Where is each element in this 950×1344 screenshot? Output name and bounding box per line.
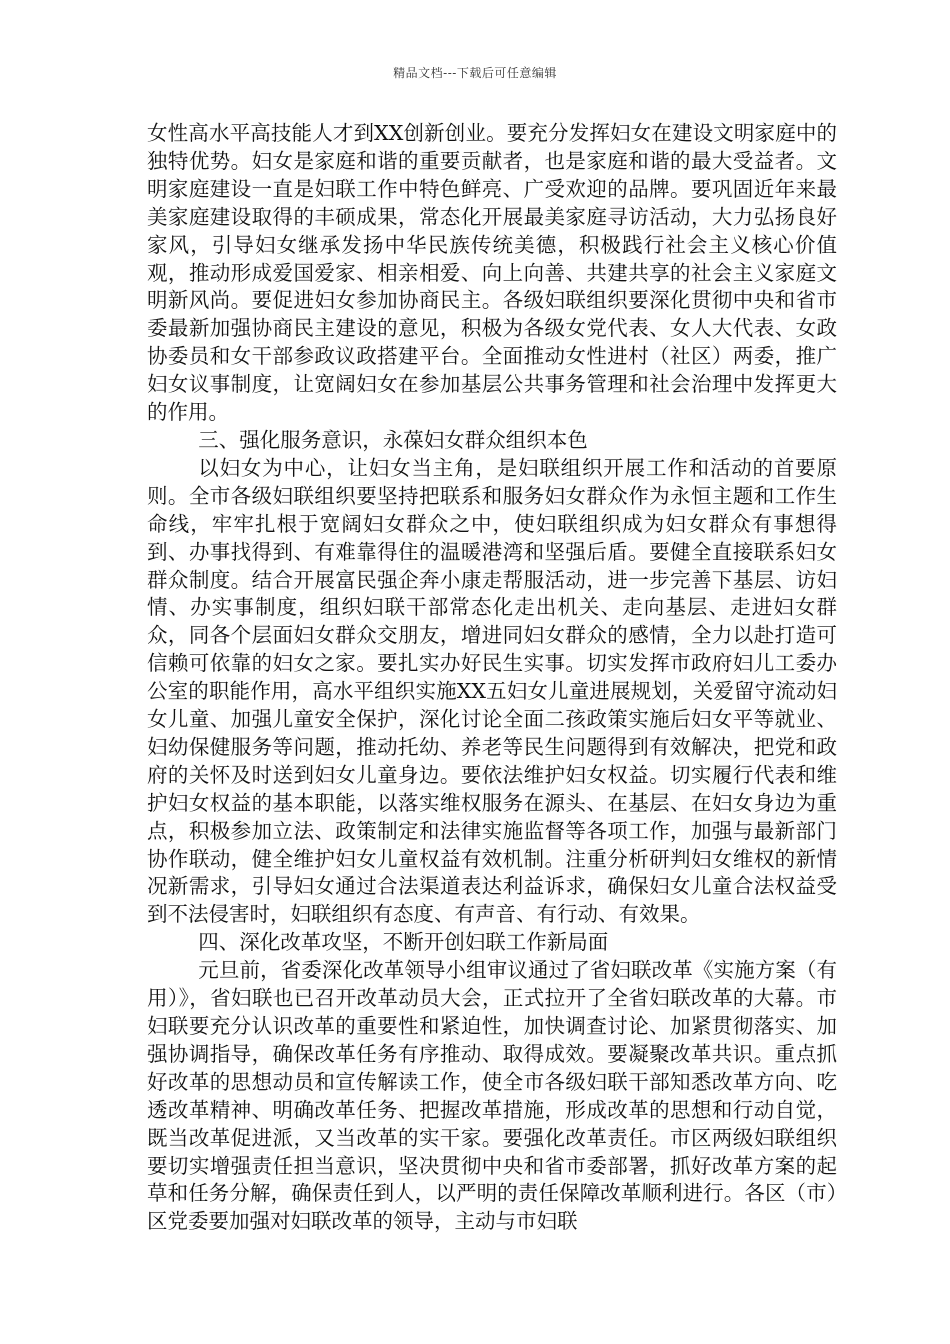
section-heading-4: 四、深化改革攻坚，不断开创妇联工作新局面	[198, 930, 609, 955]
section-heading-3: 三、强化服务意识，永葆妇女群众组织本色	[198, 427, 588, 452]
document-body	[147, 120, 837, 1236]
paragraph-family-and-consultation: 女性高水平高技能人才到XX创新创业。要充分发挥妇女在建设文明家庭中的独特优势。妇女是家庭和谐的重要贡献者，也是家庭和谐的最大受益者。文明家庭建设一直是妇联工作中特色鲜亮、广受欢迎的品牌。要巩固近年来最美家庭建设取得的丰硕成果，常态化开展最美家庭寻访活动，大力弘扬良好家风，引导妇女继承发扬中华民族传统美德，积极践行社会主义核心价值观，推动形成爱国爱家、相亲相爱、向上向善、共建共享的社会主义家庭文明新风尚。要促进妇女参加协商民主。各级妇联组织要深化贯彻中央和省市委最新加强协商民主建设的意见，积极为各级女党代表、女人大代表、女政协委员和女干部参政议政搭建平台。全面推动女性进村（社区）两委，推广妇女议事制度，让宽阔妇女在参加基层公共事务管理和社会治理中发挥更大的作用。	[147, 121, 837, 425]
paragraph-service-awareness: 以妇女为中心，让妇女当主角，是妇联组织开展工作和活动的首要原则。全市各级妇联组织要坚持把联系和服务妇女群众作为永恒主题和工作生命线，牢牢扎根于宽阔妇女群众之中，使妇联组织成为妇女群众有事想得到、办事找得到、有难靠得住的温暖港湾和坚强后盾。要健全直接联系妇女群众制度。结合开展富民强企奔小康走帮服活动，进一步完善下基层、访妇情、办实事制度，组织妇联干部常态化走出机关、走向基层、走进妇女群众，同各个层面妇女群众交朋友，增进同妇女群众的感情，全力以赴打造可信赖可依靠的妇女之家。要扎实办好民生实事。切实发挥市政府妇儿工委办公室的职能作用，高水平组织实施XX五妇女儿童进展规划，关爱留守流动妇女儿童、加强儿童安全保护，深化讨论全面二孩政策实施后妇女平等就业、妇幼保健服务等问题，推动托幼、养老等民生问题得到有效解决，把党和政府的关怀及时送到妇女儿童身边。要依法维护妇女权益。切实履行代表和维护妇女权益的基本职能，以落实维权服务在源头、在基层、在妇女身边为重点，积极参加立法、政策制定和法律实施监督等各项工作，加强与最新部门协作联动，健全维护妇女儿童权益有效机制。注重分析研判妇女维权的新情况新需求，引导妇女通过合法渠道表达利益诉求，确保妇女儿童合法权益受到不法侵害时，妇联组织有态度、有声音、有行动、有效果。	[147, 455, 837, 927]
running-header: 精品文档---下载后可任意编辑	[393, 66, 557, 80]
paragraph-reform: 元旦前，省委深化改革领导小组审议通过了省妇联改革《实施方案（有用）》，省妇联也已召开改革动员大会，正式拉开了全省妇联改革的大幕。市妇联要充分认识改革的重要性和紧迫性，加快调查讨论、加紧贯彻落实、加强协调指导，确保改革任务有序推动、取得成效。要凝聚改革共识。重点抓好改革的思想动员和宣传解读工作，使全市各级妇联干部知悉改革方向、吃透改革精神、明确改革任务、把握改革措施，形成改革的思想和行动自觉，既当改革促进派，又当改革的实干家。要强化改革责任。市区两级妇联组织要切实增强责任担当意识，坚决贯彻中央和省市委部署，抓好改革方案的起草和任务分解，确保责任到人，以严明的责任保障改革顺利进行。各区（市）区党委要加强对妇联改革的领导，主动与市妇联	[147, 958, 837, 1234]
